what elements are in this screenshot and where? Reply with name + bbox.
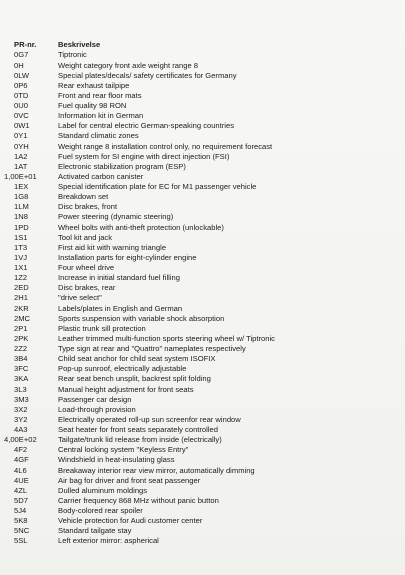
table-row [14,61,394,71]
pr-code: 5J4 [14,506,27,516]
pr-code: 3KA [14,374,29,384]
pr-code: 1VJ [14,252,28,262]
table-row [14,50,394,60]
table-row [14,273,394,283]
pr-description: Standard climatic zones [58,131,139,141]
pr-code: 2MC [14,313,31,323]
pr-code: 4,00E+02 [4,435,37,445]
pr-code: 1S1 [14,232,28,242]
table-row [14,405,394,415]
pr-code: 2PK [14,333,29,343]
pr-description: Passenger car design [58,394,132,404]
pr-description: Fuel system for SI engine with direct injection (FSI) [58,151,230,161]
pr-code: 3FC [14,364,29,374]
pr-code: 0G7 [14,50,29,60]
table-row [14,395,394,405]
pr-description: Disc brakes, front [58,202,118,212]
pr-code: 5K8 [14,516,28,526]
table-row [14,425,394,435]
pr-description: Tiptronic [58,50,87,60]
pr-description: Central locking system "Keyless Entry" [58,445,189,455]
table-row [14,233,394,243]
pr-description: Dulled aluminum moldings [58,485,148,495]
pr-description: Information kit in German [58,111,144,121]
table-row [14,415,394,425]
pr-code: 5D7 [14,495,28,505]
pr-description: Labels/plates in English and German [58,303,183,313]
table-row [14,91,394,101]
pr-description: Electrically operated roll-up sun screenfor rear window [58,414,241,424]
table-row [14,293,394,303]
table-row [14,304,394,314]
pr-code: 5NC [14,526,30,536]
pr-description: Electronic stabilization program (ESP) [58,161,186,171]
table-row [14,466,394,476]
pr-code-table [4,40,394,547]
pr-description: Tool kit and jack [58,232,113,242]
table-row [14,243,394,253]
table-row [14,476,394,486]
pr-description: Vehicle protection for Audi customer center [58,516,203,526]
pr-code: 2ED [14,283,29,293]
pr-description: Type sign at rear and "Quattro" nameplates respectively [58,344,246,354]
pr-code: 2P1 [14,323,28,333]
pr-description: Weight range 8 installation control only, no requirement forecast [58,141,273,151]
pr-code: 2H1 [14,293,28,303]
table-row [14,111,394,121]
table-row [14,455,394,465]
table-body [4,50,394,546]
pr-code: 0U0 [14,101,28,111]
pr-code: 2KR [14,303,29,313]
pr-code: 2Z2 [14,344,28,354]
pr-description: Manual height adjustment for front seats [58,384,194,394]
table-row [14,374,394,384]
pr-code: 5SL [14,536,28,546]
table-row [14,344,394,354]
pr-code: 1T3 [14,242,28,252]
table-row [14,445,394,455]
pr-description: Rear seat bench unsplit, backrest split folding [58,374,211,384]
pr-description: Plastic trunk sill protection [58,323,146,333]
table-row [14,334,394,344]
table-row [14,202,394,212]
pr-description: Pop-up sunroof, electrically adjustable [58,364,187,374]
table-row [4,435,394,445]
pr-description: Rear exhaust tailpipe [58,80,130,90]
table-row [14,182,394,192]
pr-description: Wheel bolts with anti-theft protection (unlockable) [58,222,224,232]
pr-description: Seat heater for front seats separately controlled [58,425,218,435]
table-row [14,253,394,263]
pr-description: Carrier frequency 868 MHz without panic button [58,495,219,505]
table-row [14,212,394,222]
pr-code: 0H [14,60,24,70]
table-row [14,152,394,162]
pr-code: 3B4 [14,354,28,364]
pr-description: Activated carbon canister [58,171,144,181]
pr-description: Standard tailgate stay [58,526,132,536]
pr-code: 3Y2 [14,414,28,424]
pr-description: Windshield in heat-insulating glass [58,455,175,465]
pr-description: Disc brakes, rear [58,283,116,293]
table-row [14,536,394,546]
table-row [14,385,394,395]
table-row [14,192,394,202]
table-row [14,263,394,273]
pr-description: Left exterior mirror: aspherical [58,536,159,546]
pr-description: First aid kit with warning triangle [58,242,167,252]
column-header-beskrivelse: Beskrivelse [58,40,101,49]
pr-code: 0P6 [14,80,28,90]
pr-description: Breakaway interior rear view mirror, automatically dimming [58,465,255,475]
pr-code: 4F2 [14,445,28,455]
pr-code: 1G8 [14,192,29,202]
table-row [14,516,394,526]
pr-code: 1LM [14,202,29,212]
pr-description: Label for central electric German-speaking countries [58,121,235,131]
pr-description: Load-through provision [58,404,136,414]
table-row [14,486,394,496]
table-row [14,526,394,536]
pr-description: Weight category front axle weight range 8 [58,60,199,70]
pr-description: Increase in initial standard fuel filling [58,273,180,283]
pr-code: 3X2 [14,404,28,414]
pr-code: 1PD [14,222,29,232]
pr-code: 4A3 [14,425,28,435]
pr-code: 3L3 [14,384,27,394]
table-row [14,314,394,324]
pr-description: Four wheel drive [58,263,115,273]
pr-code: 0VC [14,111,29,121]
pr-code: 4ZL [14,485,28,495]
table-row [14,101,394,111]
pr-description: Sports suspension with variable shock absorption [58,313,225,323]
pr-code: 1EX [14,182,29,192]
pr-code: 4GF [14,455,29,465]
table-row [14,324,394,334]
table-row [14,496,394,506]
pr-description: Installation parts for eight-cylinder engine [58,252,197,262]
pr-description: Air bag for driver and front seat passenger [58,475,201,485]
pr-code: 1X1 [14,263,28,273]
pr-code: 0W1 [14,121,30,131]
pr-code: 0TD [14,90,29,100]
table-row [14,223,394,233]
table-row [14,162,394,172]
pr-description: Leather trimmed multi-function sports steering wheel w/ Tiptronic [58,333,275,343]
table-row [14,506,394,516]
pr-code: 1,00E+01 [4,171,37,181]
table-row [14,81,394,91]
pr-code: 1AT [14,161,28,171]
table-row [14,71,394,81]
pr-description: Front and rear floor mats [58,90,142,100]
pr-code: 3M3 [14,394,29,404]
table-row [14,121,394,131]
pr-description: Tailgate/trunk lid release from inside (electrically) [58,435,222,445]
column-header-pr-nr: PR-nr. [14,40,37,49]
pr-code: 1A2 [14,151,28,161]
pr-code: 1N8 [14,212,28,222]
table-row [14,364,394,374]
pr-description: Fuel quality 98 RON [58,101,127,111]
pr-code: 0Y1 [14,131,28,141]
pr-code: 4L6 [14,465,27,475]
pr-description: Special plates/decals/ safety certificates for Germany [58,70,237,80]
pr-description: Special identification plate for EC for M1 passenger vehicle [58,182,257,192]
pr-code: 1Z2 [14,273,28,283]
pr-description: Body-colored rear spoiler [58,506,143,516]
table-row [4,171,394,182]
pr-code: 4UE [14,475,29,485]
pr-description: Breakdown set [58,192,109,202]
pr-code: 0LW [14,70,30,80]
table-row [14,142,394,152]
table-header [14,40,394,50]
table-row [14,354,394,364]
table-row [14,283,394,293]
table-row [14,131,394,141]
pr-description: Child seat anchor for child seat system ISOFIX [58,354,216,364]
pr-description: Power steering (dynamic steering) [58,212,174,222]
pr-description: "drive select" [58,293,102,303]
pr-code: 0YH [14,141,29,151]
